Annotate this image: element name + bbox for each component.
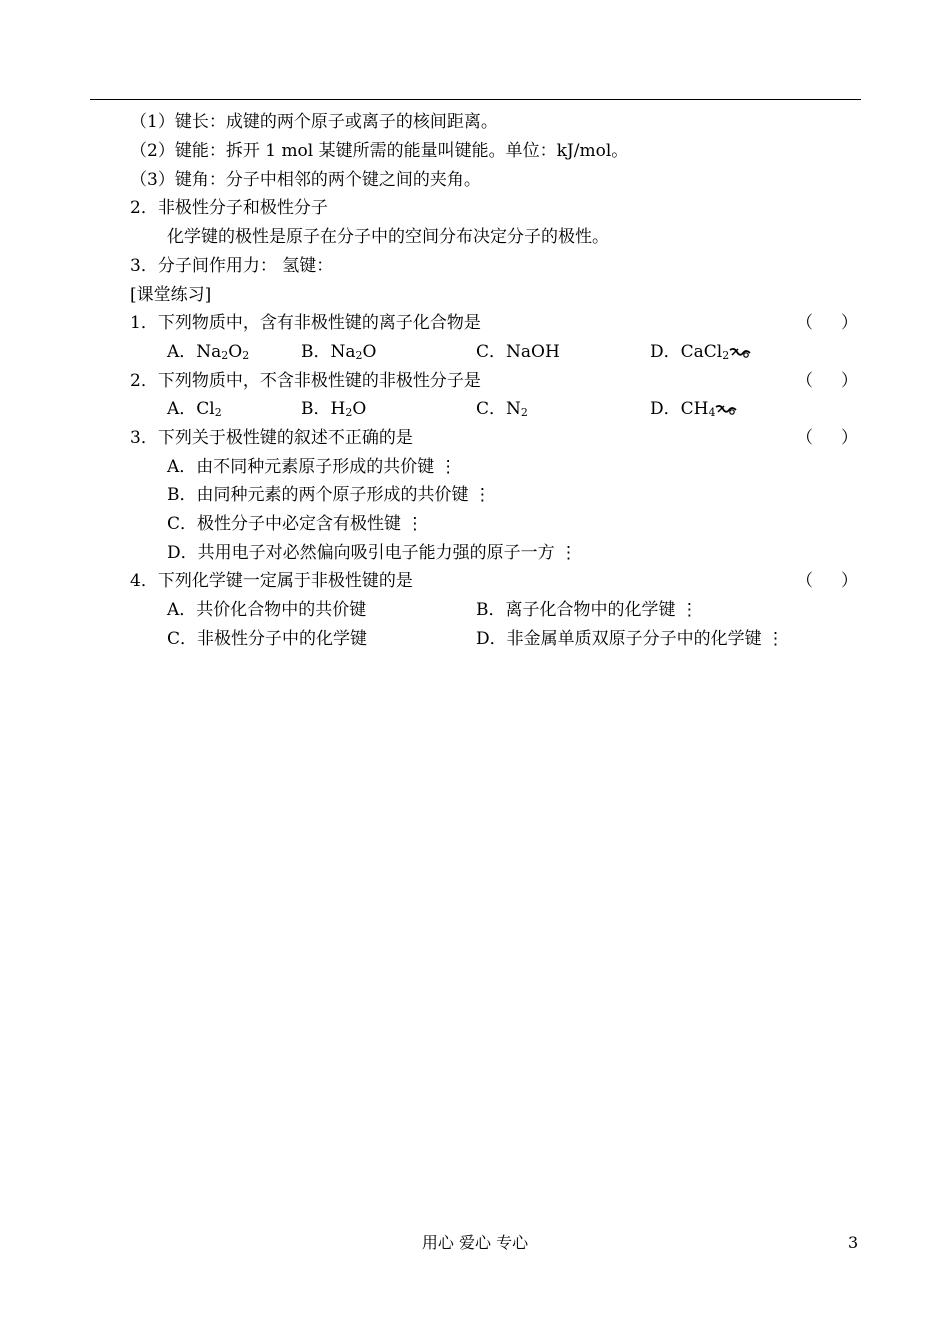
q3-option-b[interactable]: B．由同种元素的两个原子形成的共价键 ⋮ xyxy=(167,485,491,505)
question-3-stem: 3．下列关于极性键的叙述不正确的是 xyxy=(130,428,413,448)
question-4-stem: 4．下列化学键一定属于非极性键的是 xyxy=(130,571,413,591)
q1-option-b[interactable]: B．$Na_2O$ xyxy=(301,342,377,362)
page-number: 3 xyxy=(848,1233,859,1252)
footer-text: 用心 爱心 专心 xyxy=(421,1233,529,1252)
bond-energy-line: （2）键能：拆开 1 mol 某键所需的能量叫键能。单位：kJ/mol。 xyxy=(130,141,629,161)
bond-length-line: （1）键长：成键的两个原子或离子的核间距离。 xyxy=(130,112,498,132)
q4-option-c[interactable]: C．非极性分子中的化学键 xyxy=(167,629,368,649)
q4-option-d[interactable]: D．非金属单质双原子分子中的化学键 ⋮ xyxy=(476,629,785,649)
q2-option-b[interactable]: B．$H_2O$ xyxy=(301,399,367,419)
q3-option-c[interactable]: C．极性分子中必定含有极性键 ⋮ xyxy=(167,514,424,534)
section-3-title: 3．分子间作用力： 氢键： xyxy=(130,256,334,276)
question-1-stem: 1．下列物质中，含有非极性键的离子化合物是 xyxy=(130,313,481,333)
q1-option-d[interactable]: D．CaCl$_2$ xyxy=(650,342,751,362)
question-2-stem: 2．下列物质中，不含非极性键的非极性分子是 xyxy=(130,371,481,391)
squiggle-mark-icon xyxy=(715,403,737,417)
answer-parens[interactable]: （ ） xyxy=(796,371,858,391)
section-2-body: 化学键的极性是原子在分子中的空间分布决定分子的极性。 xyxy=(167,227,609,247)
answer-parens[interactable]: （ ） xyxy=(796,313,858,333)
practice-title: [课堂练习] xyxy=(130,285,212,305)
header-rule xyxy=(90,99,861,100)
q2-option-c[interactable]: C．$N_2$ xyxy=(476,399,528,419)
q4-option-a[interactable]: A．共价化合物中的共价键 xyxy=(167,600,367,620)
squiggle-mark-icon xyxy=(729,346,751,360)
q1-option-c[interactable]: C．NaOH xyxy=(476,342,560,362)
answer-parens[interactable]: （ ） xyxy=(796,571,858,591)
q2-option-d[interactable]: D．$CH_4$ xyxy=(650,399,737,419)
q1-option-a[interactable]: A．$Na_2O_2$ xyxy=(167,342,250,362)
q2-option-a[interactable]: A．$Cl_2$ xyxy=(167,399,222,419)
q3-option-d[interactable]: D．共用电子对必然偏向吸引电子能力强的原子一方 ⋮ xyxy=(167,543,578,563)
answer-parens[interactable]: （ ） xyxy=(796,428,858,448)
q3-option-a[interactable]: A．由不同种元素原子形成的共价键 ⋮ xyxy=(167,457,457,477)
q4-option-b[interactable]: B．离子化合物中的化学键 ⋮ xyxy=(476,600,698,620)
section-2-title: 2．非极性分子和极性分子 xyxy=(130,198,328,218)
bond-angle-line: （3）键角：分子中相邻的两个键之间的夹角。 xyxy=(130,170,481,190)
